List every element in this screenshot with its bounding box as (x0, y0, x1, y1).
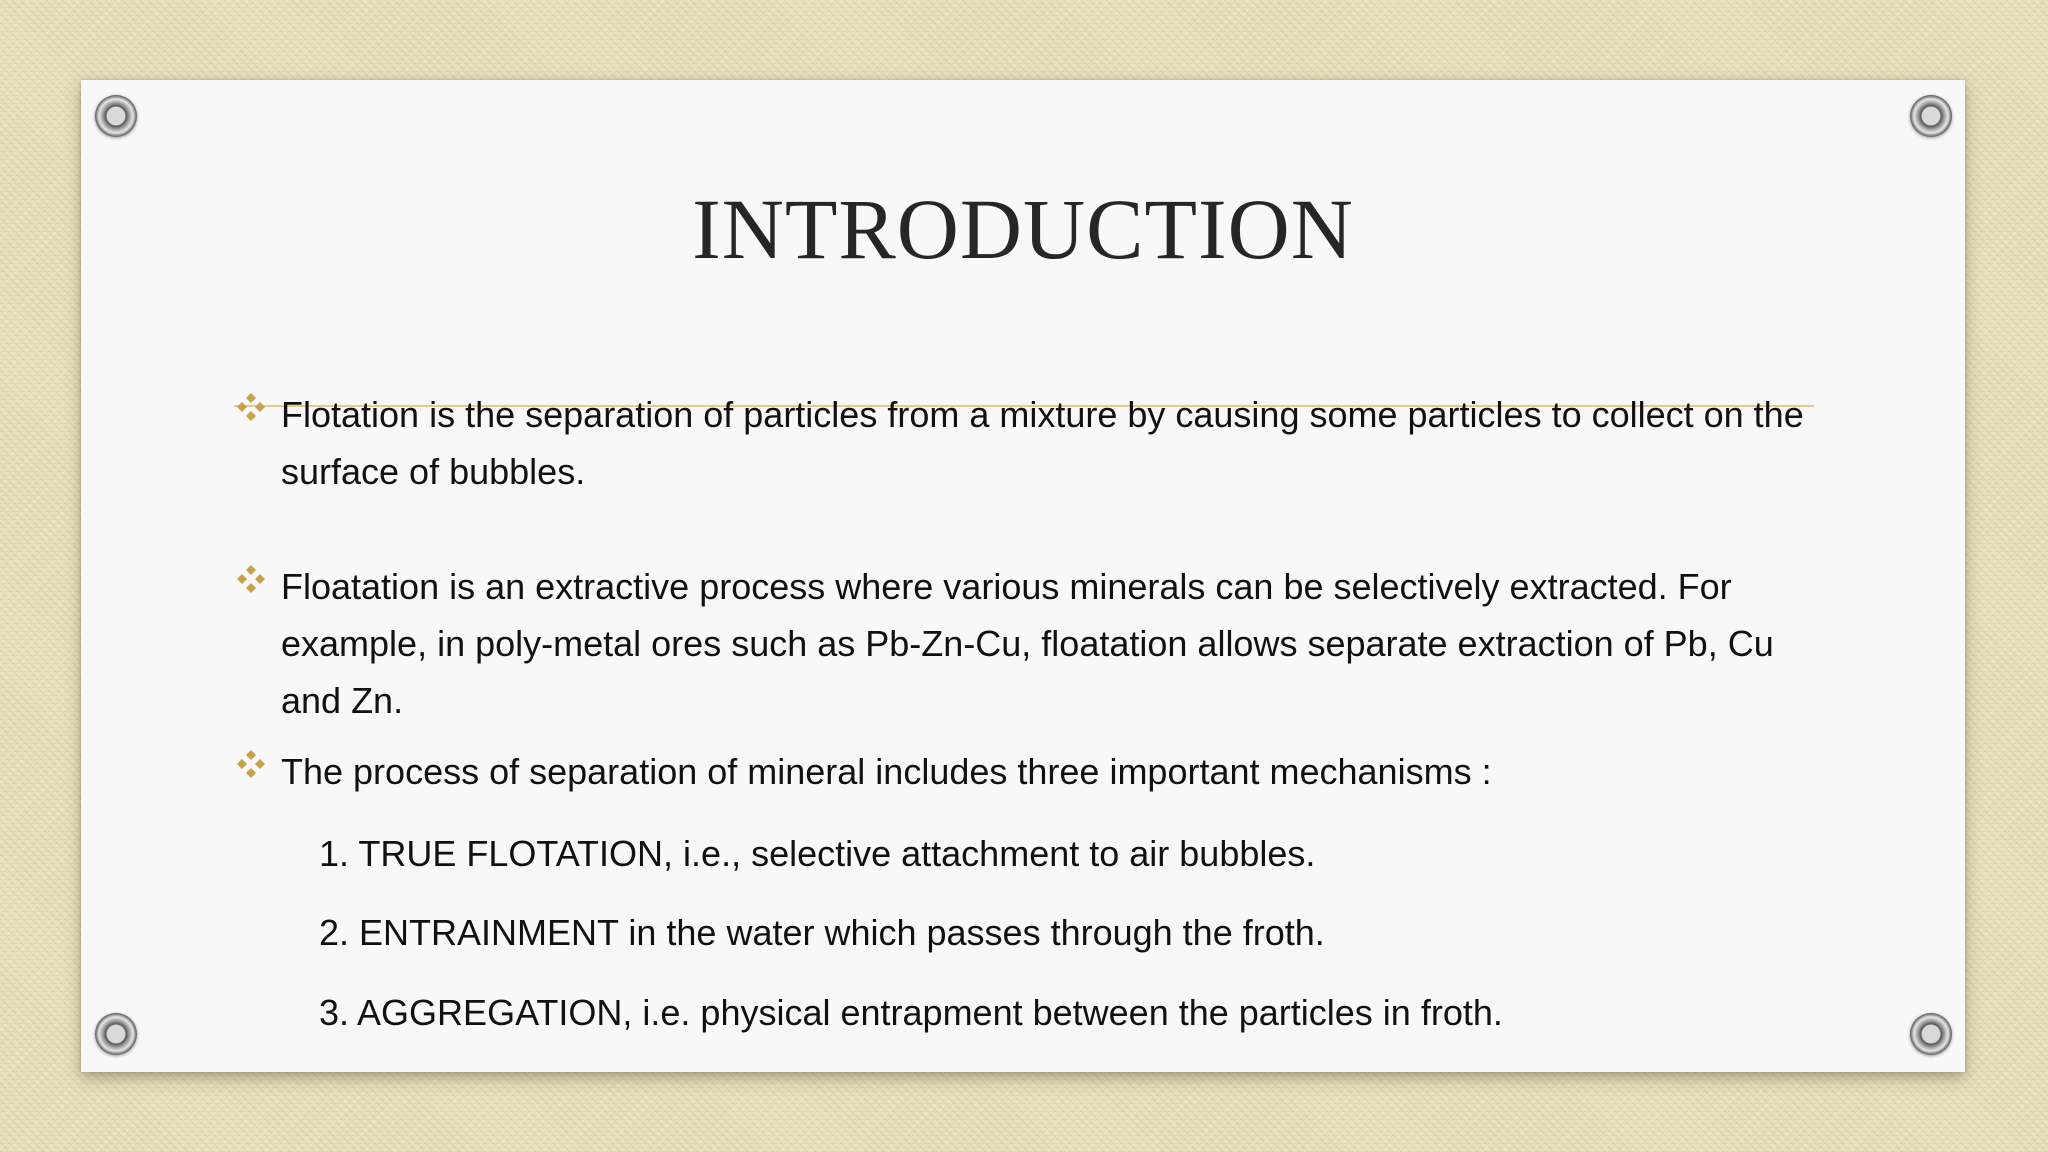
four-diamond-bullet-icon (234, 747, 268, 781)
mechanism-item-entrainment: 2. ENTRAINMENT in the water which passes through the froth. (319, 912, 1325, 953)
bullet-item-separation-mechanisms (234, 743, 1834, 800)
bullet-text: The process of separation of mineral includes three important mechanisms : (281, 751, 1492, 792)
bullet-text: Floatation is an extractive process where various minerals can be selectively extracted. For example, in poly-metal ores such as Pb-Zn-Cu, floatation allows separate extraction of Pb, Cu and Zn. (281, 566, 1774, 721)
bullet-text: Flotation is the separation of particles from a mixture by causing some particles to collect on the surface of bubbles. (281, 394, 1804, 492)
grommet-top-right-icon (1910, 95, 1952, 137)
four-diamond-bullet-icon (234, 562, 268, 596)
mechanism-item-aggregation: 3. AGGREGATION, i.e. physical entrapment between the particles in froth. (319, 992, 1503, 1033)
bullet-item-flotation-definition (234, 386, 1834, 500)
slide-card (81, 80, 1965, 1072)
grommet-top-left-icon (95, 95, 137, 137)
grommet-bottom-right-icon (1910, 1013, 1952, 1055)
slide-title: INTRODUCTION (692, 181, 1354, 277)
four-diamond-bullet-icon (234, 390, 268, 424)
mechanism-item-true-flotation: 1. TRUE FLOTATION, i.e., selective attachment to air bubbles. (319, 833, 1316, 874)
grommet-bottom-left-icon (95, 1013, 137, 1055)
bullet-item-floatation-process (234, 558, 1834, 729)
